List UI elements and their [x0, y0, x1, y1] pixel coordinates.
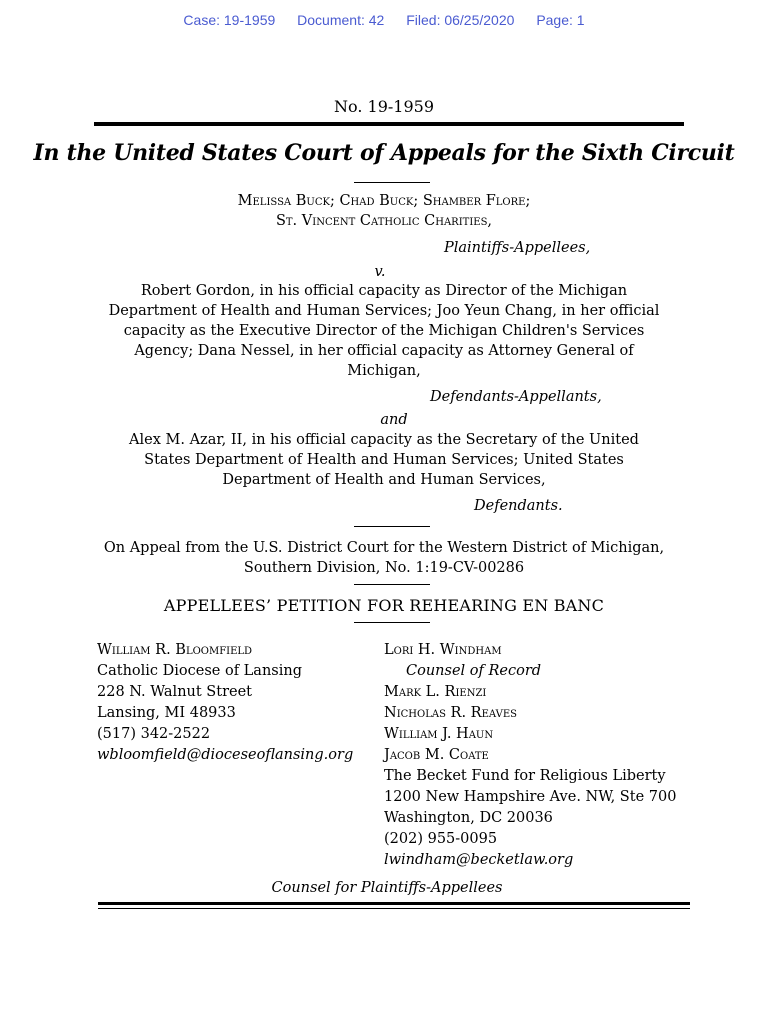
counsel-name: Jacob M. Coate — [384, 747, 489, 763]
defendants-appellants-role: Defendants-Appellants, — [430, 389, 602, 405]
divider-rule — [354, 182, 430, 183]
counsel-name: William J. Haun — [384, 726, 494, 742]
counsel-phone: (517) 342-2522 — [97, 726, 211, 742]
defendants-appellants-line-4: Agency; Dana Nessel, in her official capacity as Attorney General of — [134, 343, 634, 359]
plaintiffs-line-2: St. Vincent Catholic Charities, — [275, 213, 493, 229]
document-label: Document: 42 — [297, 12, 385, 28]
divider-rule-4 — [354, 622, 430, 623]
divider-rule-2 — [354, 526, 430, 527]
counsel-name: Mark L. Rienzi — [384, 684, 487, 700]
plaintiffs-line-1: Melissa Buck; Chad Buck; Shamber Flore; — [237, 193, 531, 209]
defendants-appellants-line-3: capacity as the Executive Director of the Michigan Children's Services — [123, 323, 645, 339]
counsel-left-block — [97, 640, 353, 766]
counsel-email: wbloomfield@dioceseoflansing.org — [97, 747, 354, 763]
defendants-role: Defendants. — [474, 498, 563, 514]
counsel-for: Counsel for Plaintiffs-Appellees — [271, 880, 503, 896]
defendants-appellants-line-1: Robert Gordon, in his official capacity as Director of the Michigan — [140, 283, 628, 299]
counsel-street: 228 N. Walnut Street — [97, 684, 252, 700]
counsel-org: Catholic Diocese of Lansing — [97, 663, 302, 679]
counsel-name: Nicholas R. Reaves — [384, 705, 517, 721]
counsel-name: William R. Bloomfield — [97, 642, 253, 658]
counsel-of-record: Counsel of Record — [406, 663, 542, 679]
page-label: Page: 1 — [536, 12, 585, 28]
case-number: No. 19-1959 — [333, 97, 434, 116]
bottom-thick-rule — [98, 902, 690, 905]
counsel-org: The Becket Fund for Religious Liberty — [384, 768, 666, 784]
defendants-line-1: Alex M. Azar, II, in his official capacity as the Secretary of the United — [129, 432, 639, 448]
top-thick-rule — [94, 122, 684, 126]
counsel-city: Lansing, MI 48933 — [97, 705, 236, 721]
defendants-appellants-line-5: Michigan, — [347, 363, 421, 379]
and-text: and — [380, 412, 408, 428]
counsel-street: 1200 New Hampshire Ave. NW, Ste 700 — [384, 789, 677, 805]
divider-rule-3 — [354, 584, 430, 585]
counsel-phone: (202) 955-0095 — [384, 831, 498, 847]
filing-header — [0, 12, 768, 28]
petition-title: APPELLEES’ PETITION FOR REHEARING EN BANC — [163, 596, 605, 615]
court-title: In the United States Court of Appeals for the Sixth Circuit — [33, 140, 735, 166]
appeal-line-2: Southern Division, No. 1:19-CV-00286 — [243, 560, 525, 576]
counsel-city: Washington, DC 20036 — [384, 810, 553, 826]
counsel-right-block — [384, 640, 676, 871]
versus: v. — [374, 264, 386, 280]
counsel-email: lwindham@becketlaw.org — [384, 852, 574, 868]
case-label: Case: 19-1959 — [183, 12, 276, 28]
defendants-appellants-line-2: Department of Health and Human Services; Joo Yeun Chang, in her official — [108, 303, 660, 319]
counsel-name: Lori H. Windham — [384, 642, 502, 658]
defendants-line-2: States Department of Health and Human Services; United States — [144, 452, 624, 468]
appeal-line-1: On Appeal from the U.S. District Court for the Western District of Michigan, — [103, 540, 665, 556]
bottom-thin-rule — [98, 908, 690, 909]
defendants-line-3: Department of Health and Human Services, — [222, 472, 546, 488]
plaintiffs-role: Plaintiffs-Appellees, — [444, 240, 591, 256]
filed-label: Filed: 06/25/2020 — [406, 12, 515, 28]
